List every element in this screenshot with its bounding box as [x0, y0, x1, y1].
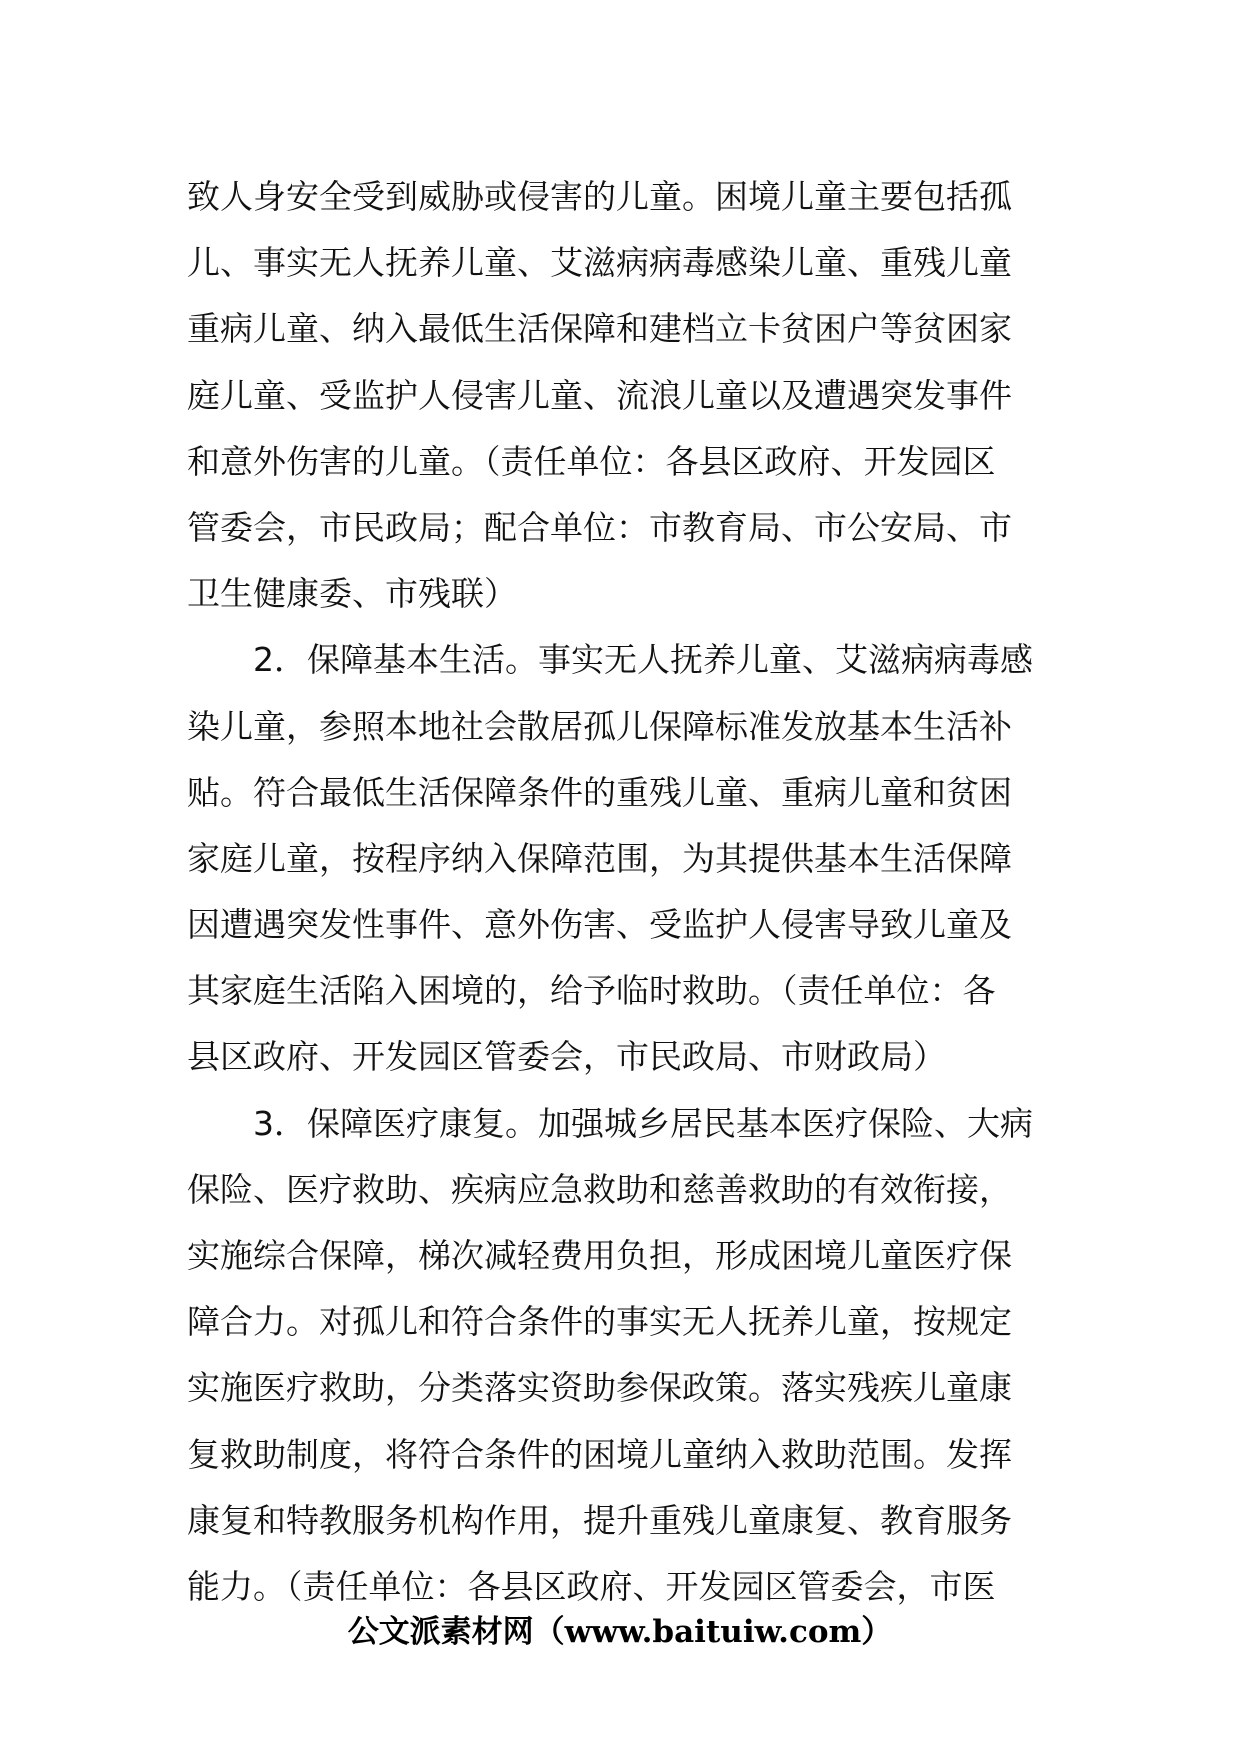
footer-watermark-text: 公文派素材网（www.baituiw.com） [347, 1614, 893, 1650]
text-line: 实施医疗救助，分类落实资助参保政策。落实残疾儿童康 [187, 1368, 1012, 1408]
text-line: 重病儿童、纳入最低生活保障和建档立卡贫困户等贫困家 [187, 309, 1012, 349]
text-line: 障合力。对孤儿和符合条件的事实无人抚养儿童，按规定 [187, 1302, 1012, 1342]
text-line: 染儿童，参照本地社会散居孤儿保障标准发放基本生活补 [187, 706, 1012, 746]
text-line: 实施综合保障，梯次减轻费用负担，形成困境儿童医疗保 [187, 1236, 1012, 1275]
text-line: 其家庭生活陷入困境的，给予临时救助。（责任单位：各 [187, 971, 996, 1011]
text-line: 因遭遇突发性事件、意外伤害、受监护人侵害导致儿童及 [187, 905, 1012, 945]
text-line: 儿、事实无人抚养儿童、艾滋病病毒感染儿童、重残儿童 [187, 243, 1012, 283]
text-line: 庭儿童、受监护人侵害儿童、流浪儿童以及遭遇突发事件 [187, 375, 1012, 415]
paragraph-2-first-line: 2．保障基本生活。事实无人抚养儿童、艾滋病病毒感 [253, 640, 1033, 680]
text-line: 贴。符合最低生活保障条件的重残儿童、重病儿童和贫困 [187, 772, 1012, 812]
text-line: 康复和特教服务机构作用，提升重残儿童康复、教育服务 [187, 1500, 1012, 1540]
text-line: 复救助制度，将符合条件的困境儿童纳入救助范围。发挥 [187, 1434, 1012, 1474]
paragraph-3-first-line: 3．保障医疗康复。加强城乡居民基本医疗保险、大病 [253, 1103, 1033, 1143]
text-line: 保险、医疗救助、疾病应急救助和慈善救助的有效衔接， [187, 1169, 1012, 1209]
text-line: 致人身安全受到威胁或侵害的儿童。困境儿童主要包括孤 [187, 177, 1012, 216]
text-line: 管委会，市民政局；配合单位：市教育局、市公安局、市 [187, 507, 1012, 547]
text-line: 和意外伤害的儿童。（责任单位：各县区政府、开发园区 [187, 441, 996, 481]
text-line: 能力。（责任单位：各县区政府、开发园区管委会，市医 [187, 1566, 996, 1606]
text-line: 家庭儿童，按程序纳入保障范围，为其提供基本生活保障 [187, 838, 1012, 878]
document-body [187, 164, 1057, 1620]
text-line: 县区政府、开发园区管委会，市民政局、市财政局） [187, 1037, 946, 1077]
text-line: 卫生健康委、市残联） [187, 574, 517, 614]
